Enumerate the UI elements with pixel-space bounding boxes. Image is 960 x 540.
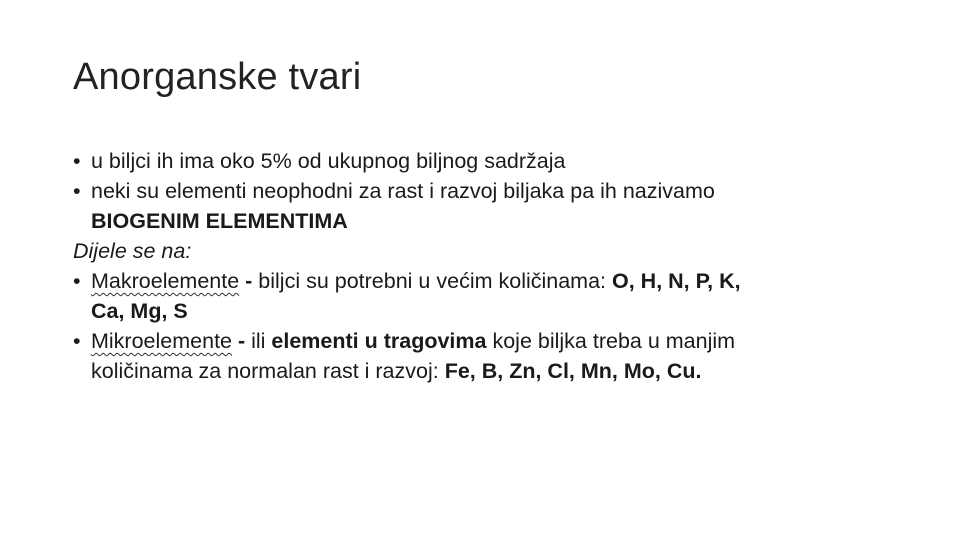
bullet-text: ili <box>251 329 272 353</box>
bullet-item-biogenic <box>73 176 903 236</box>
bullet-emphasis: BIOGENIM ELEMENTIMA <box>91 209 348 233</box>
bullet-item-percentage <box>73 146 903 176</box>
bullet-dot: • <box>73 269 81 293</box>
term-macro: Makroelemente <box>91 269 240 293</box>
dash: - <box>232 329 252 353</box>
term-micro: Mikroelemente <box>91 329 232 353</box>
bullet-dot: • <box>73 329 81 353</box>
bullet-text: koje biljka treba u manjim <box>486 329 736 353</box>
bullet-text: biljci su potrebni u većim količinama: <box>258 269 612 293</box>
bullet-text: neki su elementi neophodni za rast i razvoj biljaka pa ih nazivamo <box>91 179 715 203</box>
bullet-dot: • <box>73 179 81 203</box>
dash: - <box>239 269 259 293</box>
slide-title: Anorganske tvari <box>73 56 362 98</box>
element-list: Ca, Mg, S <box>91 299 188 323</box>
bullet-item-macro <box>73 266 903 326</box>
bullet-dot: • <box>73 149 81 173</box>
element-list: O, H, N, P, K, <box>612 269 741 293</box>
bullet-text: količinama za normalan rast i razvoj: <box>91 359 445 383</box>
element-list: Fe, B, Zn, Cl, Mn, Mo, Cu. <box>444 359 702 383</box>
bullet-item-micro <box>73 326 903 386</box>
bullet-text: u biljci ih ima oko 5% od ukupnog biljnog sadržaja <box>91 149 566 173</box>
slide-body <box>73 146 903 386</box>
subheading: Dijele se na: <box>73 239 192 263</box>
bullet-emphasis: elementi u tragovima <box>271 329 487 353</box>
